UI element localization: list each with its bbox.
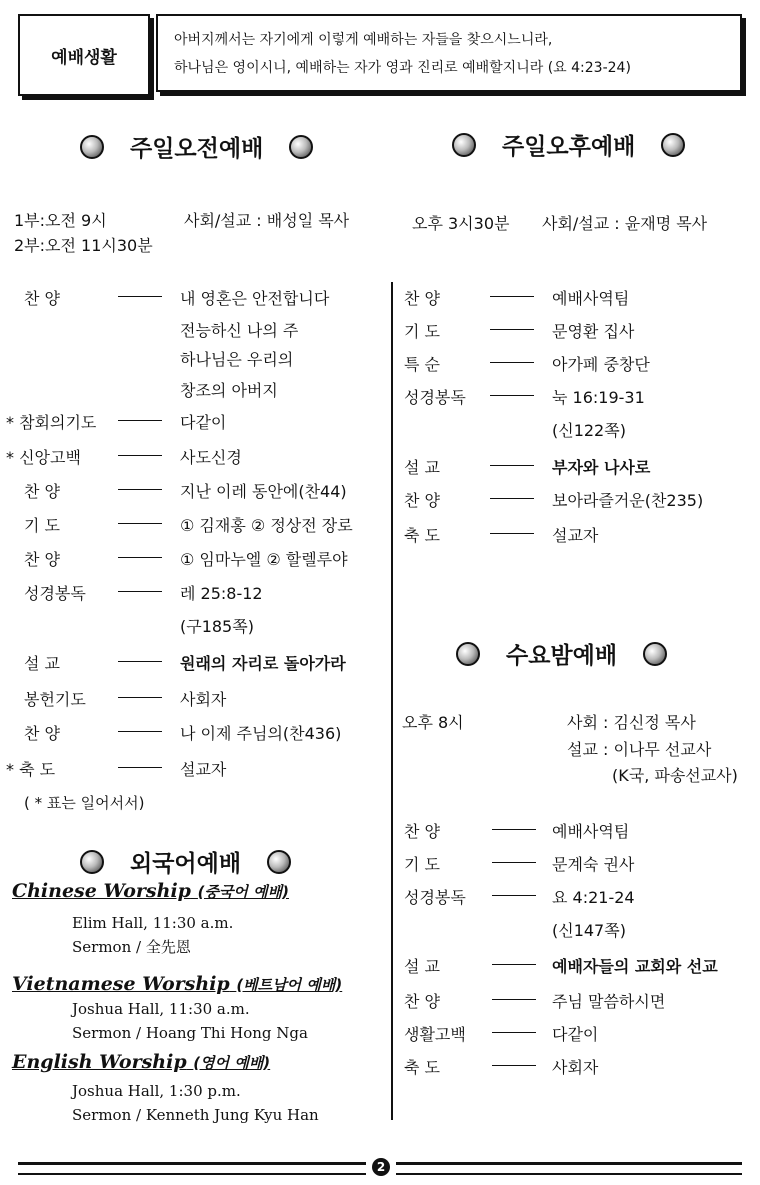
order-value: 주님 말씀하시면 — [552, 992, 666, 1011]
order-label: 찬 양 — [24, 550, 60, 569]
order-dash — [492, 999, 536, 1000]
order-label: 축 도 — [404, 1058, 440, 1077]
bullet-circle-icon — [267, 850, 291, 874]
morning-note: ( * 표는 일어서서) — [24, 794, 145, 812]
foreign-title: 외국어예배 — [130, 851, 242, 877]
order-value: 하나님은 우리의 — [180, 350, 294, 369]
order-label: 설 교 — [24, 654, 60, 673]
order-label: 기 도 — [404, 322, 440, 341]
order-value: 원래의 자리로 돌아가라 — [180, 654, 346, 673]
morning-time-1: 1부:오전 9시 — [14, 211, 107, 230]
bullet-circle-icon — [80, 135, 104, 159]
verse-line-1: 아버지께서는 자기에게 이렇게 예배하는 자들을 찾으시느니라, — [174, 32, 553, 48]
order-dash — [492, 862, 536, 863]
vietnamese-worship-title: Vietnamese Worship (베트남어 예배) — [12, 973, 343, 995]
order-label: * 신앙고백 — [6, 448, 81, 467]
verse-line-2: 하나님은 영이시니, 예배하는 자가 영과 진리로 예배할지니라 (요 4:23-24) — [174, 60, 631, 76]
order-value: 문계숙 권사 — [552, 855, 635, 874]
order-label: * 축 도 — [6, 760, 56, 779]
order-value: 문영환 집사 — [552, 322, 635, 341]
order-value: (신147쪽) — [552, 921, 626, 940]
order-dash — [118, 455, 162, 456]
order-label: 찬 양 — [404, 992, 440, 1011]
vietnamese-sermon: Sermon / Hoang Thi Hong Nga — [72, 1024, 308, 1042]
foreign-heading — [80, 845, 291, 878]
morning-leader: 사회/설교 : 배성일 목사 — [184, 211, 350, 230]
order-value: 내 영혼은 안전합니다 — [180, 289, 330, 308]
order-label: 찬 양 — [404, 822, 440, 841]
bullet-circle-icon — [80, 850, 104, 874]
order-dash — [118, 661, 162, 662]
order-value: 예배사역팀 — [552, 822, 630, 841]
order-value: ① 김재홍 ② 정상전 장로 — [180, 516, 353, 535]
order-label: 찬 양 — [404, 491, 440, 510]
wednesday-time: 오후 8시 — [402, 713, 464, 732]
order-value: 레 25:8-12 — [180, 584, 263, 603]
wednesday-title: 수요밤예배 — [506, 643, 618, 669]
order-label: 성경봉독 — [24, 584, 86, 603]
order-label: 찬 양 — [24, 289, 60, 308]
order-label: 기 도 — [24, 516, 60, 535]
chinese-sermon: Sermon / 全先恩 — [72, 938, 191, 956]
order-dash — [118, 523, 162, 524]
order-value: 사회자 — [180, 690, 227, 709]
vietnamese-place: Joshua Hall, 11:30 a.m. — [72, 1000, 250, 1018]
afternoon-time: 오후 3시30분 — [412, 214, 510, 233]
footer-rule-right — [396, 1162, 742, 1175]
order-value: 사도신경 — [180, 448, 242, 467]
order-label: 성경봉독 — [404, 888, 466, 907]
order-value: 눅 16:19-31 — [552, 388, 645, 407]
order-value: 아가페 중창단 — [552, 355, 650, 374]
page-footer — [18, 1162, 742, 1174]
order-value: (신122쪽) — [552, 421, 626, 440]
order-value: 사회자 — [552, 1058, 599, 1077]
order-dash — [490, 395, 534, 396]
order-dash — [492, 829, 536, 830]
order-dash — [118, 489, 162, 490]
order-label: 봉헌기도 — [24, 690, 86, 709]
sunday-afternoon-heading — [452, 128, 685, 161]
morning-time-2: 2부:오전 11시30분 — [14, 236, 153, 255]
order-dash — [118, 557, 162, 558]
order-value: 예배자들의 교회와 선교 — [552, 957, 718, 976]
order-value: 다같이 — [180, 413, 227, 432]
column-divider — [391, 282, 393, 1120]
footer-rule-left — [18, 1162, 366, 1175]
chinese-place: Elim Hall, 11:30 a.m. — [72, 914, 234, 932]
order-value: 부자와 나사로 — [552, 458, 651, 477]
order-value: 창조의 아버지 — [180, 381, 278, 400]
order-dash — [490, 498, 534, 499]
order-dash — [118, 731, 162, 732]
bullet-circle-icon — [456, 642, 480, 666]
order-value: (구185쪽) — [180, 617, 254, 636]
page-number: 2 — [372, 1158, 390, 1176]
order-dash — [118, 697, 162, 698]
order-dash — [490, 533, 534, 534]
order-dash — [490, 465, 534, 466]
order-value: 다같이 — [552, 1025, 599, 1044]
afternoon-leader: 사회/설교 : 윤재명 목사 — [542, 214, 708, 233]
order-dash — [118, 296, 162, 297]
order-label: 기 도 — [404, 855, 440, 874]
section-label-box — [18, 14, 150, 96]
order-label: 축 도 — [404, 526, 440, 545]
order-label: 생활고백 — [404, 1025, 466, 1044]
order-value: 보아라즐거운(찬235) — [552, 491, 704, 510]
order-dash — [118, 767, 162, 768]
order-dash — [490, 329, 534, 330]
order-value: 지난 이레 동안에(찬44) — [180, 482, 347, 501]
order-label: 찬 양 — [404, 289, 440, 308]
order-label: * 참회의기도 — [6, 413, 97, 432]
order-dash — [492, 1032, 536, 1033]
order-label: 설 교 — [404, 458, 440, 477]
wednesday-host: 사회 : 김신정 목사 — [567, 713, 696, 732]
wednesday-preacher-note: (K국, 파송선교사) — [612, 766, 738, 785]
order-value: 전능하신 나의 주 — [180, 321, 299, 340]
order-value: 나 이제 주님의(찬436) — [180, 724, 342, 743]
order-value: 요 4:21-24 — [552, 888, 635, 907]
order-value: ① 임마누엘 ② 할렐루야 — [180, 550, 348, 569]
sunday-morning-title: 주일오전예배 — [130, 136, 264, 162]
bullet-circle-icon — [452, 133, 476, 157]
bullet-circle-icon — [661, 133, 685, 157]
verse-box — [156, 14, 742, 92]
bullet-circle-icon — [289, 135, 313, 159]
wednesday-preacher: 설교 : 이나무 선교사 — [567, 740, 712, 759]
section-label: 예배생활 — [51, 47, 117, 68]
order-label: 성경봉독 — [404, 388, 466, 407]
order-dash — [492, 1065, 536, 1066]
order-dash — [118, 420, 162, 421]
english-sermon: Sermon / Kenneth Jung Kyu Han — [72, 1106, 319, 1124]
sunday-afternoon-title: 주일오후예배 — [502, 134, 636, 160]
order-dash — [118, 591, 162, 592]
order-dash — [490, 362, 534, 363]
english-place: Joshua Hall, 1:30 p.m. — [72, 1082, 241, 1100]
sunday-morning-heading — [80, 130, 313, 163]
order-value: 설교자 — [552, 526, 599, 545]
order-dash — [492, 964, 536, 965]
order-value: 예배사역팀 — [552, 289, 630, 308]
chinese-worship-title: Chinese Worship (중국어 예배) — [12, 880, 289, 902]
order-label: 찬 양 — [24, 482, 60, 501]
english-worship-title: English Worship (영어 예배) — [12, 1051, 271, 1073]
order-dash — [492, 895, 536, 896]
order-label: 특 순 — [404, 355, 440, 374]
bullet-circle-icon — [643, 642, 667, 666]
order-label: 찬 양 — [24, 724, 60, 743]
order-label: 설 교 — [404, 957, 440, 976]
wednesday-heading — [456, 637, 667, 670]
order-value: 설교자 — [180, 760, 227, 779]
order-dash — [490, 296, 534, 297]
